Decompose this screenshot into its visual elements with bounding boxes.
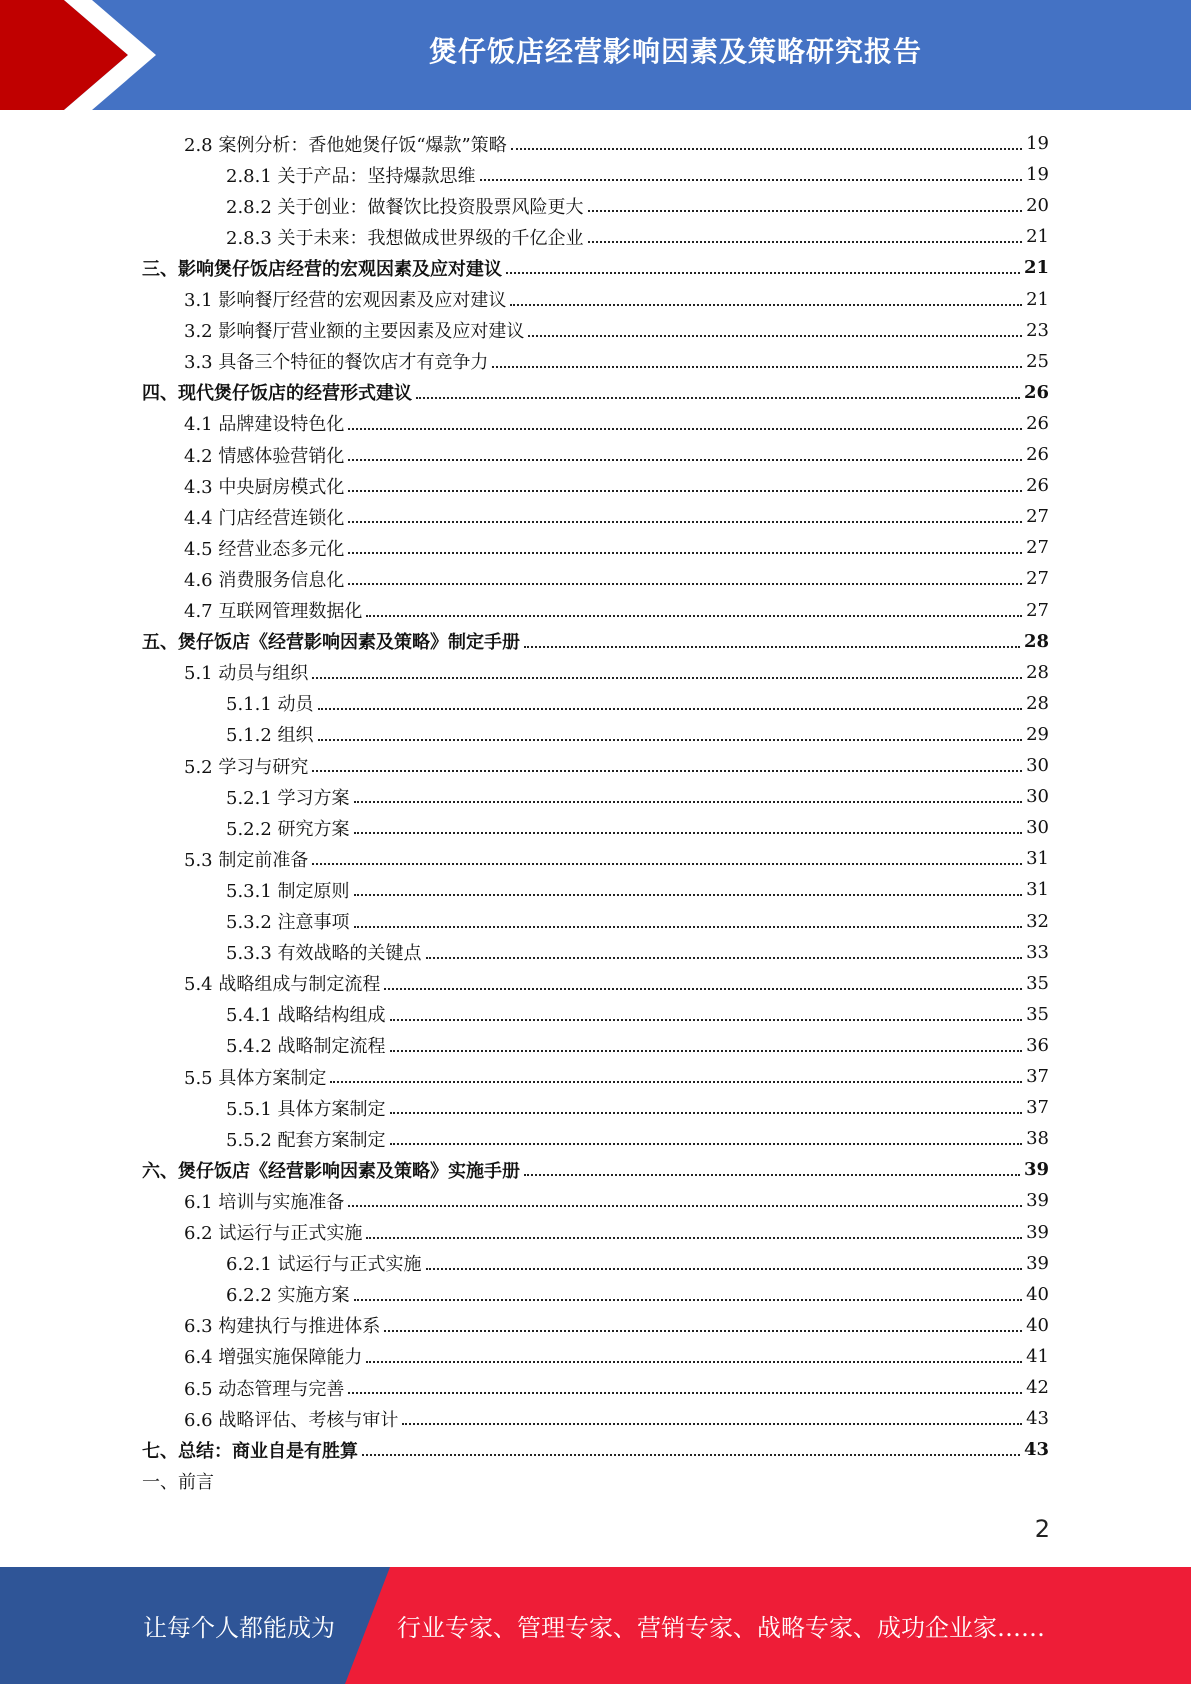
toc-entry-page: 36 [1026, 1034, 1049, 1056]
toc-entry-page: 27 [1026, 506, 1049, 528]
toc-dot-leader [318, 708, 1023, 710]
toc-entry-page: 40 [1026, 1283, 1049, 1305]
toc-entry[interactable] [226, 812, 1049, 843]
toc-entry[interactable] [226, 1030, 1049, 1061]
toc-dot-leader [366, 1237, 1022, 1239]
toc-dot-leader [511, 148, 1022, 150]
toc-entry-page: 40 [1026, 1314, 1049, 1336]
toc-entry[interactable] [184, 128, 1049, 159]
toc-entry[interactable] [226, 1092, 1049, 1123]
footer-slogan-left: 让每个人都能成为 [143, 1614, 335, 1642]
toc-dot-leader [492, 366, 1022, 368]
toc-dot-leader [528, 335, 1022, 337]
toc-dot-leader [348, 459, 1022, 461]
toc-entry-label: 6.6 战略评估、考核与审计 [184, 1409, 399, 1431]
toc-entry[interactable] [184, 346, 1049, 377]
toc-entry-label: 五、煲仔饭店《经营影响因素及策略》制定手册 [142, 632, 520, 654]
toc-dot-leader [426, 1268, 1023, 1270]
toc-entry-label: 2.8 案例分析：香他她煲仔饭“爆款”策略 [184, 134, 507, 156]
toc-dot-leader [348, 583, 1022, 585]
toc-entry-page: 27 [1026, 568, 1049, 590]
toc-dot-leader [348, 1392, 1022, 1394]
toc-entry[interactable] [184, 595, 1049, 626]
toc-entry-label: 2.8.3 关于未来：我想做成世界级的千亿企业 [226, 227, 584, 249]
toc-entry[interactable] [184, 315, 1049, 346]
toc-entry-page: 37 [1026, 1097, 1049, 1119]
toc-dot-leader [348, 552, 1022, 554]
toc-dot-leader [354, 801, 1023, 803]
toc-dot-leader [354, 832, 1023, 834]
toc-entry[interactable] [226, 1123, 1049, 1154]
toc-dot-leader [348, 521, 1022, 523]
page-header [0, 0, 1191, 110]
toc-entry-page: 28 [1023, 630, 1049, 652]
toc-entry-page: 28 [1026, 661, 1049, 683]
toc-entry[interactable] [184, 1217, 1049, 1248]
toc-entry-label: 5.1.2 组织 [226, 725, 314, 747]
report-title: 煲仔饭店经营影响因素及策略研究报告 [428, 35, 922, 68]
toc-entry[interactable] [184, 1185, 1049, 1216]
toc-entry-label: 4.3 中央厨房模式化 [184, 476, 345, 498]
toc-entry-page: 39 [1023, 1159, 1049, 1181]
toc-entry[interactable] [184, 1341, 1049, 1372]
toc-entry[interactable] [226, 874, 1049, 905]
toc-entry[interactable] [184, 1403, 1049, 1434]
toc-entry-label: 4.4 门店经营连锁化 [184, 507, 345, 529]
toc-entry[interactable] [142, 252, 1049, 283]
toc-entry-page: 20 [1026, 195, 1049, 217]
toc-entry[interactable] [142, 1434, 1049, 1465]
toc-dot-leader [524, 1174, 1020, 1176]
toc-entry-page: 19 [1026, 164, 1049, 186]
toc-entry-label: 4.5 经营业态多元化 [184, 538, 345, 560]
toc-entry-page: 30 [1026, 817, 1049, 839]
toc-entry-page: 28 [1026, 692, 1049, 714]
toc-entry[interactable] [142, 377, 1049, 408]
footer-slogan-right: 行业专家、管理专家、营销专家、战略专家、成功企业家…… [397, 1614, 1045, 1642]
toc-entry-page: 30 [1026, 755, 1049, 776]
toc-entry[interactable] [226, 190, 1049, 221]
toc-entry[interactable] [142, 626, 1049, 657]
toc-entry[interactable] [184, 1372, 1049, 1403]
toc-dot-leader [362, 1454, 1020, 1456]
toc-entry[interactable] [226, 159, 1049, 190]
toc-entry-page: 39 [1026, 1221, 1049, 1243]
toc-entry[interactable] [226, 1279, 1049, 1310]
toc-dot-leader [366, 1361, 1022, 1363]
toc-dot-leader [348, 490, 1022, 492]
toc-entry-label: 6.4 增强实施保障能力 [184, 1347, 363, 1369]
toc-dot-leader [524, 646, 1020, 648]
toc-entry-label: 4.6 消费服务信息化 [184, 569, 345, 591]
toc-dot-leader [506, 272, 1020, 274]
toc-entry-label: 5.5.2 配套方案制定 [226, 1129, 386, 1151]
toc-entry[interactable] [184, 408, 1049, 439]
toc-entry-label: 六、煲仔饭店《经营影响因素及策略》实施手册 [142, 1160, 520, 1182]
toc-entry[interactable] [184, 470, 1049, 501]
toc-entry[interactable] [184, 501, 1049, 532]
toc-entry-label: 6.1 培训与实施准备 [184, 1191, 345, 1213]
toc-entry-page: 26 [1026, 475, 1049, 497]
toc-dot-leader [384, 988, 1022, 990]
toc-entry[interactable] [184, 843, 1049, 874]
toc-entry-label: 5.5 具体方案制定 [184, 1067, 327, 1089]
toc-entry[interactable] [184, 532, 1049, 563]
toc-entry-label: 4.1 品牌建设特色化 [184, 414, 345, 436]
toc-dot-leader [510, 304, 1022, 306]
toc-entry-label: 2.8.1 关于产品：坚持爆款思维 [226, 165, 476, 187]
toc-dot-leader [390, 1050, 1023, 1052]
toc-entry[interactable] [142, 1154, 1049, 1185]
toc-entry-label: 3.3 具备三个特征的餐饮店才有竞争力 [184, 352, 489, 374]
toc-entry[interactable] [184, 439, 1049, 470]
toc-entry-page: 26 [1026, 412, 1049, 434]
toc-entry-page: 32 [1026, 910, 1049, 932]
toc-entry-label: 5.3.2 注意事项 [226, 912, 350, 933]
toc-dot-leader [312, 863, 1022, 865]
toc-entry[interactable] [226, 221, 1049, 252]
page-footer [0, 1567, 1191, 1684]
toc-entry-page: 23 [1026, 319, 1049, 341]
toc-entry-page: 38 [1026, 1128, 1049, 1150]
toc-entry-label: 6.3 构建执行与推进体系 [184, 1316, 381, 1338]
toc-entry-label: 5.2.2 研究方案 [226, 818, 350, 840]
toc-entry-page: 30 [1026, 786, 1049, 808]
toc-entry-page: 39 [1026, 1190, 1049, 1212]
toc-dot-leader [354, 894, 1023, 896]
toc-entry-label: 4.2 情感体验营销化 [184, 445, 345, 467]
toc-dot-leader [390, 1143, 1023, 1145]
toc-dot-leader [384, 1330, 1022, 1332]
toc-dot-leader [366, 615, 1022, 617]
toc-entry[interactable] [184, 657, 1049, 688]
toc-entry-page: 31 [1026, 848, 1049, 870]
toc-entry-label: 5.2 学习与研究 [184, 756, 309, 778]
toc-entry-page: 27 [1026, 599, 1049, 621]
page-number: 2 [1034, 1515, 1050, 1543]
toc-dot-leader [348, 1205, 1022, 1207]
toc-dot-leader [318, 739, 1023, 741]
toc-entry-label: 6.2 试运行与正式实施 [184, 1223, 363, 1244]
toc-entry-label: 5.3.3 有效战略的关键点 [226, 943, 422, 965]
toc-entry-label: 七、总结：商业自是有胜算 [142, 1440, 358, 1462]
toc-entry[interactable] [184, 1061, 1049, 1092]
toc-entry[interactable] [184, 1310, 1049, 1341]
toc-entry-label: 3.1 影响餐厅经营的宏观因素及应对建议 [184, 290, 507, 311]
preface-heading: 一、前言 [142, 1471, 214, 1493]
toc-entry-label: 5.4 战略组成与制定流程 [184, 974, 381, 996]
toc-entry-page: 43 [1026, 1408, 1049, 1430]
toc-entry[interactable] [226, 937, 1049, 968]
toc-entry[interactable] [226, 719, 1049, 750]
toc-entry-label: 5.4.2 战略制定流程 [226, 1036, 386, 1058]
toc-entry-label: 三、影响煲仔饭店经营的宏观因素及应对建议 [142, 258, 502, 280]
toc-entry-label: 3.2 影响餐厅营业额的主要因素及应对建议 [184, 321, 525, 343]
toc-dot-leader [354, 926, 1023, 928]
toc-entry[interactable] [184, 750, 1049, 781]
toc-entry[interactable] [226, 1248, 1049, 1279]
toc-entry-page: 21 [1026, 288, 1049, 310]
toc-entry-page: 21 [1023, 257, 1049, 279]
toc-entry[interactable] [184, 968, 1049, 999]
toc-entry-page: 27 [1026, 537, 1049, 559]
toc-entry-page: 33 [1026, 941, 1049, 963]
toc-entry-label: 5.4.1 战略结构组成 [226, 1005, 386, 1027]
toc-dot-leader [354, 1299, 1023, 1301]
toc-entry-page: 35 [1026, 1003, 1049, 1025]
toc-entry[interactable] [226, 999, 1049, 1030]
toc-dot-leader [416, 397, 1020, 399]
toc-entry[interactable] [226, 688, 1049, 719]
toc-entry-page: 25 [1026, 350, 1049, 372]
toc-entry[interactable] [184, 284, 1049, 315]
toc-dot-leader [588, 210, 1023, 212]
toc-entry-label: 5.5.1 具体方案制定 [226, 1098, 386, 1120]
toc-entry-label: 5.3.1 制定原则 [226, 880, 350, 902]
toc-entry-page: 43 [1023, 1439, 1049, 1461]
toc-dot-leader [348, 428, 1022, 430]
toc-entry-page: 41 [1026, 1345, 1049, 1367]
header-red-chevron [0, 0, 150, 110]
toc-entry-page: 35 [1026, 972, 1049, 994]
toc-entry-label: 6.2.1 试运行与正式实施 [226, 1254, 422, 1276]
toc-dot-leader [312, 677, 1022, 679]
toc-entry[interactable] [226, 906, 1049, 937]
toc-entry-label: 2.8.2 关于创业：做餐饮比投资股票风险更大 [226, 196, 584, 218]
toc-entry-page: 26 [1026, 444, 1049, 465]
toc-entry-page: 31 [1026, 879, 1049, 901]
toc-entry-label: 5.1.1 动员 [226, 694, 314, 716]
toc-dot-leader [588, 241, 1023, 243]
toc-entry-page: 26 [1023, 381, 1049, 403]
toc-entry-page: 21 [1026, 226, 1049, 248]
toc-entry-label: 5.2.1 学习方案 [226, 787, 350, 809]
toc-entry-page: 19 [1026, 133, 1049, 154]
toc-entry-label: 四、现代煲仔饭店的经营形式建议 [142, 383, 412, 405]
toc-entry-page: 39 [1026, 1252, 1049, 1274]
toc-entry[interactable] [226, 781, 1049, 812]
toc-entry-page: 29 [1026, 723, 1049, 745]
toc-entry-label: 5.1 动员与组织 [184, 663, 309, 685]
toc-dot-leader [480, 179, 1023, 181]
toc-entry-label: 6.5 动态管理与完善 [184, 1378, 345, 1400]
toc-dot-leader [390, 1019, 1023, 1021]
toc-entry-label: 6.2.2 实施方案 [226, 1285, 350, 1307]
toc-dot-leader [390, 1112, 1023, 1114]
toc-dot-leader [402, 1423, 1022, 1425]
toc-entry-label: 5.3 制定前准备 [184, 849, 309, 871]
toc-entry-page: 42 [1026, 1377, 1049, 1398]
toc-dot-leader [330, 1081, 1022, 1083]
toc-dot-leader [426, 957, 1023, 959]
toc-entry-page: 37 [1026, 1066, 1049, 1087]
toc-dot-leader [312, 770, 1022, 772]
toc-entry-label: 4.7 互联网管理数据化 [184, 601, 363, 622]
toc-entry[interactable] [184, 563, 1049, 594]
